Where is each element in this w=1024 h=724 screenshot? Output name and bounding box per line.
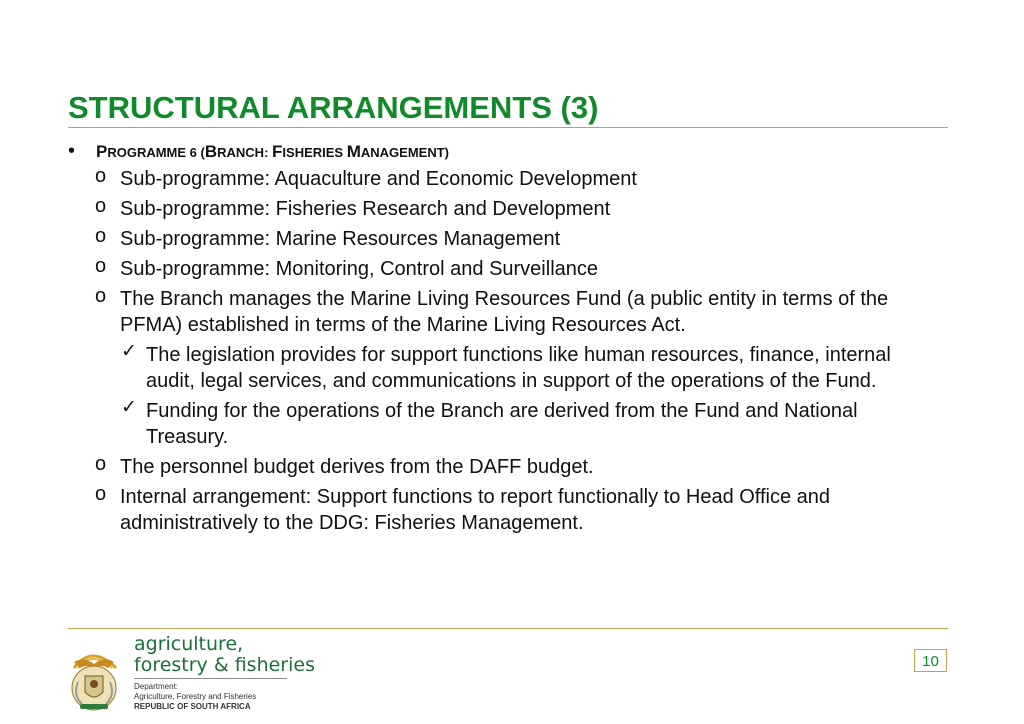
department-label: Department:: [134, 682, 179, 691]
heading-part: RANCH:: [217, 145, 273, 160]
check-item: [68, 342, 938, 394]
list-item-text: The Branch manages the Marine Living Resources Fund (a public entity in terms of the PFMA) established in terms of the Marine Living Resources Act.: [120, 288, 889, 336]
circle-bullet-icon: o: [95, 483, 107, 505]
list-item-text: Sub-programme: Marine Resources Management: [120, 228, 561, 250]
circle-bullet-icon: o: [95, 225, 107, 247]
circle-bullet-icon: o: [95, 285, 107, 307]
check-item-text: Funding for the operations of the Branch are derived from the Fund and National Treasury.: [146, 400, 858, 448]
page-number: 10: [914, 649, 947, 672]
circle-bullet-icon: o: [95, 195, 107, 217]
list-item: [68, 226, 938, 252]
list-item-text: Internal arrangement: Support functions to report functionally to Head Office and administratively to the DDG: Fisheries Management.: [120, 486, 831, 534]
heading-part: ISHERIES: [282, 145, 347, 160]
list-item-text: The personnel budget derives from the DAFF budget.: [120, 456, 594, 478]
footer-divider: [68, 628, 948, 629]
list-item: [68, 256, 938, 282]
department-name: Agriculture, Forestry and Fisheries: [134, 692, 257, 701]
title-divider: [68, 127, 948, 128]
list-item-text: Sub-programme: Fisheries Research and Development: [120, 198, 611, 220]
heading-part: ROGRAMME 6 (: [107, 145, 205, 160]
slide-title: STRUCTURAL ARRANGEMENTS (3): [68, 90, 599, 125]
circle-bullet-icon: o: [95, 453, 107, 475]
circle-bullet-icon: o: [95, 255, 107, 277]
list-item-text: Sub-programme: Aquaculture and Economic Development: [120, 168, 637, 190]
heading-part: B: [204, 142, 218, 161]
list-item: [68, 196, 938, 222]
list-item: [68, 166, 938, 192]
checkmark-icon: ✓: [121, 341, 137, 362]
check-item: [68, 398, 938, 450]
list-item: [68, 484, 938, 536]
logo-text-line1: agriculture,: [134, 633, 244, 655]
logo-text-line2: forestry & fisheries: [134, 654, 315, 676]
bullet-icon: •: [68, 140, 76, 162]
checkmark-icon: ✓: [121, 397, 137, 418]
list-item: [68, 286, 938, 338]
list-item-text: Sub-programme: Monitoring, Control and Surveillance: [120, 258, 599, 280]
circle-bullet-icon: o: [95, 165, 107, 187]
country-name: REPUBLIC OF SOUTH AFRICA: [134, 702, 251, 711]
heading-part: P: [96, 142, 108, 161]
check-item-text: The legislation provides for support functions like human resources, finance, internal audit, legal services, and communications in support of the operations of the Fund.: [146, 344, 891, 392]
heading-part: F: [272, 142, 283, 161]
list-item: [68, 454, 938, 480]
slide-content: [68, 142, 938, 540]
heading-part: ANAGEMENT): [360, 145, 449, 160]
logo-divider: [134, 678, 287, 679]
heading-part: M: [346, 142, 361, 161]
programme-heading: [68, 142, 938, 162]
